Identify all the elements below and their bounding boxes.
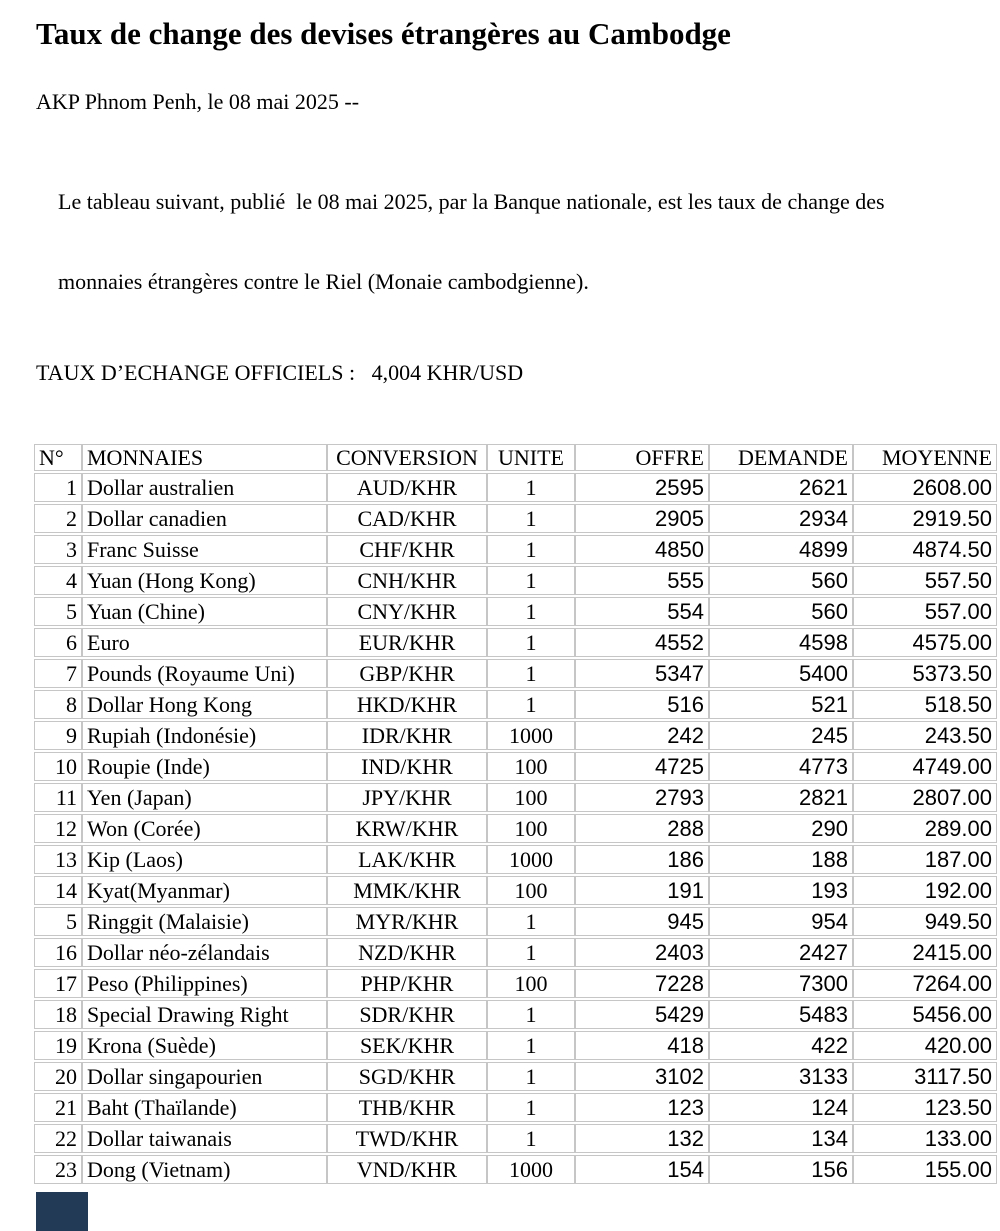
cell-offre: 2595 — [575, 473, 709, 502]
bottom-blue-box — [36, 1192, 88, 1231]
cell-currency: Baht (Thaïlande) — [82, 1093, 327, 1122]
official-rate-line: TAUX D’ECHANGE OFFICIELS : 4,004 KHR/USD — [36, 360, 524, 385]
cell-moyenne: 2807.00 — [853, 783, 997, 812]
cell-moyenne: 3117.50 — [853, 1062, 997, 1091]
cell-currency: Pounds (Royaume Uni) — [82, 659, 327, 688]
cell-unit: 100 — [487, 783, 575, 812]
cell-conversion: LAK/KHR — [327, 845, 487, 874]
cell-unit: 1 — [487, 473, 575, 502]
intro-paragraph — [36, 142, 966, 342]
cell-no: 9 — [34, 721, 82, 750]
table-header-row — [34, 444, 997, 471]
cell-moyenne: 949.50 — [853, 907, 997, 936]
cell-demande: 954 — [709, 907, 853, 936]
cell-demande: 188 — [709, 845, 853, 874]
cell-moyenne: 2919.50 — [853, 504, 997, 533]
cell-no: 6 — [34, 628, 82, 657]
cell-moyenne: 4749.00 — [853, 752, 997, 781]
cell-unit: 1 — [487, 1031, 575, 1060]
cell-unit: 1 — [487, 628, 575, 657]
cell-currency: Kyat(Myanmar) — [82, 876, 327, 905]
cell-no: 21 — [34, 1093, 82, 1122]
cell-no: 5 — [34, 907, 82, 936]
cell-demande: 2621 — [709, 473, 853, 502]
cell-offre: 945 — [575, 907, 709, 936]
cell-conversion: THB/KHR — [327, 1093, 487, 1122]
cell-unit: 1 — [487, 597, 575, 626]
cell-currency: Dollar australien — [82, 473, 327, 502]
cell-currency: Franc Suisse — [82, 535, 327, 564]
col-header-offre: OFFRE — [575, 444, 709, 471]
cell-unit: 100 — [487, 876, 575, 905]
cell-conversion: NZD/KHR — [327, 938, 487, 967]
table-row — [34, 1000, 997, 1029]
cell-currency: Peso (Philippines) — [82, 969, 327, 998]
cell-demande: 521 — [709, 690, 853, 719]
cell-demande: 422 — [709, 1031, 853, 1060]
cell-demande: 4773 — [709, 752, 853, 781]
cell-demande: 560 — [709, 597, 853, 626]
cell-unit: 1 — [487, 535, 575, 564]
cell-moyenne: 155.00 — [853, 1155, 997, 1184]
table-row — [34, 628, 997, 657]
cell-demande: 2821 — [709, 783, 853, 812]
table-row — [34, 504, 997, 533]
cell-no: 2 — [34, 504, 82, 533]
cell-no: 22 — [34, 1124, 82, 1153]
table-row — [34, 1093, 997, 1122]
cell-offre: 2793 — [575, 783, 709, 812]
cell-moyenne: 5456.00 — [853, 1000, 997, 1029]
cell-offre: 242 — [575, 721, 709, 750]
cell-moyenne: 289.00 — [853, 814, 997, 843]
cell-no: 11 — [34, 783, 82, 812]
cell-unit: 1 — [487, 566, 575, 595]
cell-demande: 245 — [709, 721, 853, 750]
cell-offre: 288 — [575, 814, 709, 843]
cell-offre: 7228 — [575, 969, 709, 998]
cell-unit: 1000 — [487, 721, 575, 750]
table-row — [34, 690, 997, 719]
cell-moyenne: 518.50 — [853, 690, 997, 719]
table-row — [34, 783, 997, 812]
cell-unit: 1 — [487, 1000, 575, 1029]
cell-currency: Dollar singapourien — [82, 1062, 327, 1091]
cell-currency: Special Drawing Right — [82, 1000, 327, 1029]
table-row — [34, 597, 997, 626]
cell-offre: 191 — [575, 876, 709, 905]
cell-moyenne: 4575.00 — [853, 628, 997, 657]
cell-moyenne: 243.50 — [853, 721, 997, 750]
cell-currency: Krona (Suède) — [82, 1031, 327, 1060]
cell-no: 20 — [34, 1062, 82, 1091]
cell-conversion: IDR/KHR — [327, 721, 487, 750]
cell-unit: 1000 — [487, 845, 575, 874]
cell-no: 3 — [34, 535, 82, 564]
cell-currency: Dollar Hong Kong — [82, 690, 327, 719]
cell-offre: 2905 — [575, 504, 709, 533]
cell-unit: 1 — [487, 907, 575, 936]
cell-unit: 1000 — [487, 1155, 575, 1184]
cell-currency: Dollar taiwanais — [82, 1124, 327, 1153]
cell-currency: Roupie (Inde) — [82, 752, 327, 781]
cell-demande: 134 — [709, 1124, 853, 1153]
table-row — [34, 814, 997, 843]
cell-conversion: CHF/KHR — [327, 535, 487, 564]
cell-demande: 156 — [709, 1155, 853, 1184]
cell-conversion: SGD/KHR — [327, 1062, 487, 1091]
cell-demande: 4899 — [709, 535, 853, 564]
cell-conversion: MMK/KHR — [327, 876, 487, 905]
page-title: Taux de change des devises étrangères au Cambodge — [36, 16, 731, 51]
table-row — [34, 721, 997, 750]
cell-no: 5 — [34, 597, 82, 626]
cell-currency: Dong (Vietnam) — [82, 1155, 327, 1184]
cell-unit: 1 — [487, 938, 575, 967]
cell-offre: 418 — [575, 1031, 709, 1060]
cell-currency: Rupiah (Indonésie) — [82, 721, 327, 750]
cell-no: 18 — [34, 1000, 82, 1029]
exchange-rate-table — [34, 442, 997, 1186]
cell-demande: 124 — [709, 1093, 853, 1122]
cell-conversion: CNY/KHR — [327, 597, 487, 626]
cell-conversion: TWD/KHR — [327, 1124, 487, 1153]
cell-offre: 555 — [575, 566, 709, 595]
cell-no: 16 — [34, 938, 82, 967]
cell-no: 10 — [34, 752, 82, 781]
cell-moyenne: 7264.00 — [853, 969, 997, 998]
table-row — [34, 1031, 997, 1060]
cell-offre: 4850 — [575, 535, 709, 564]
intro-paragraph-line2: monnaies étrangères contre le Riel (Monaie cambodgienne). — [58, 269, 589, 294]
col-header-unite: UNITE — [487, 444, 575, 471]
cell-no: 19 — [34, 1031, 82, 1060]
cell-moyenne: 2415.00 — [853, 938, 997, 967]
intro-paragraph-line1: Le tableau suivant, publié le 08 mai 2025, par la Banque nationale, est les taux de change des — [58, 189, 885, 214]
cell-offre: 123 — [575, 1093, 709, 1122]
col-header-demande: DEMANDE — [709, 444, 853, 471]
cell-currency: Won (Corée) — [82, 814, 327, 843]
cell-conversion: AUD/KHR — [327, 473, 487, 502]
cell-unit: 1 — [487, 690, 575, 719]
cell-conversion: JPY/KHR — [327, 783, 487, 812]
cell-demande: 5400 — [709, 659, 853, 688]
table-row — [34, 876, 997, 905]
table-row — [34, 659, 997, 688]
dateline: AKP Phnom Penh, le 08 mai 2025 -- — [36, 89, 360, 114]
cell-moyenne: 123.50 — [853, 1093, 997, 1122]
cell-currency: Ringgit (Malaisie) — [82, 907, 327, 936]
cell-conversion: GBP/KHR — [327, 659, 487, 688]
cell-offre: 3102 — [575, 1062, 709, 1091]
table-row — [34, 1155, 997, 1184]
cell-offre: 5347 — [575, 659, 709, 688]
cell-demande: 7300 — [709, 969, 853, 998]
cell-no: 23 — [34, 1155, 82, 1184]
cell-conversion: SEK/KHR — [327, 1031, 487, 1060]
cell-moyenne: 420.00 — [853, 1031, 997, 1060]
cell-moyenne: 557.50 — [853, 566, 997, 595]
table-row — [34, 1124, 997, 1153]
cell-offre: 516 — [575, 690, 709, 719]
cell-conversion: SDR/KHR — [327, 1000, 487, 1029]
cell-conversion: KRW/KHR — [327, 814, 487, 843]
cell-demande: 2934 — [709, 504, 853, 533]
cell-conversion: EUR/KHR — [327, 628, 487, 657]
cell-offre: 154 — [575, 1155, 709, 1184]
cell-no: 7 — [34, 659, 82, 688]
cell-moyenne: 2608.00 — [853, 473, 997, 502]
table-row — [34, 566, 997, 595]
cell-demande: 4598 — [709, 628, 853, 657]
cell-offre: 4552 — [575, 628, 709, 657]
table-row — [34, 473, 997, 502]
cell-offre: 5429 — [575, 1000, 709, 1029]
table-row — [34, 969, 997, 998]
cell-demande: 290 — [709, 814, 853, 843]
cell-unit: 100 — [487, 969, 575, 998]
cell-unit: 1 — [487, 1062, 575, 1091]
cell-offre: 132 — [575, 1124, 709, 1153]
cell-no: 14 — [34, 876, 82, 905]
cell-conversion: IND/KHR — [327, 752, 487, 781]
cell-no: 17 — [34, 969, 82, 998]
cell-moyenne: 4874.50 — [853, 535, 997, 564]
table-row — [34, 845, 997, 874]
cell-unit: 1 — [487, 1093, 575, 1122]
cell-currency: Yuan (Hong Kong) — [82, 566, 327, 595]
cell-no: 8 — [34, 690, 82, 719]
col-header-conversion: CONVERSION — [327, 444, 487, 471]
table-row — [34, 752, 997, 781]
cell-currency: Kip (Laos) — [82, 845, 327, 874]
table-row — [34, 907, 997, 936]
cell-unit: 100 — [487, 814, 575, 843]
cell-unit: 1 — [487, 659, 575, 688]
cell-currency: Dollar néo-zélandais — [82, 938, 327, 967]
cell-currency: Yuan (Chine) — [82, 597, 327, 626]
cell-offre: 554 — [575, 597, 709, 626]
cell-currency: Dollar canadien — [82, 504, 327, 533]
cell-demande: 3133 — [709, 1062, 853, 1091]
cell-offre: 2403 — [575, 938, 709, 967]
cell-moyenne: 133.00 — [853, 1124, 997, 1153]
cell-demande: 193 — [709, 876, 853, 905]
cell-conversion: CAD/KHR — [327, 504, 487, 533]
cell-unit: 100 — [487, 752, 575, 781]
cell-offre: 4725 — [575, 752, 709, 781]
table-row — [34, 1062, 997, 1091]
cell-moyenne: 557.00 — [853, 597, 997, 626]
col-header-no: N° — [34, 444, 82, 471]
cell-demande: 5483 — [709, 1000, 853, 1029]
cell-no: 12 — [34, 814, 82, 843]
col-header-moyenne: MOYENNE — [853, 444, 997, 471]
cell-conversion: MYR/KHR — [327, 907, 487, 936]
cell-moyenne: 5373.50 — [853, 659, 997, 688]
cell-conversion: VND/KHR — [327, 1155, 487, 1184]
cell-currency: Yen (Japan) — [82, 783, 327, 812]
cell-unit: 1 — [487, 504, 575, 533]
cell-no: 4 — [34, 566, 82, 595]
cell-moyenne: 187.00 — [853, 845, 997, 874]
cell-no: 13 — [34, 845, 82, 874]
cell-conversion: PHP/KHR — [327, 969, 487, 998]
cell-offre: 186 — [575, 845, 709, 874]
cell-no: 1 — [34, 473, 82, 502]
cell-conversion: HKD/KHR — [327, 690, 487, 719]
table-row — [34, 938, 997, 967]
cell-unit: 1 — [487, 1124, 575, 1153]
cell-conversion: CNH/KHR — [327, 566, 487, 595]
cell-currency: Euro — [82, 628, 327, 657]
cell-moyenne: 192.00 — [853, 876, 997, 905]
col-header-monnaies: MONNAIES — [82, 444, 327, 471]
cell-demande: 2427 — [709, 938, 853, 967]
cell-demande: 560 — [709, 566, 853, 595]
table-row — [34, 535, 997, 564]
